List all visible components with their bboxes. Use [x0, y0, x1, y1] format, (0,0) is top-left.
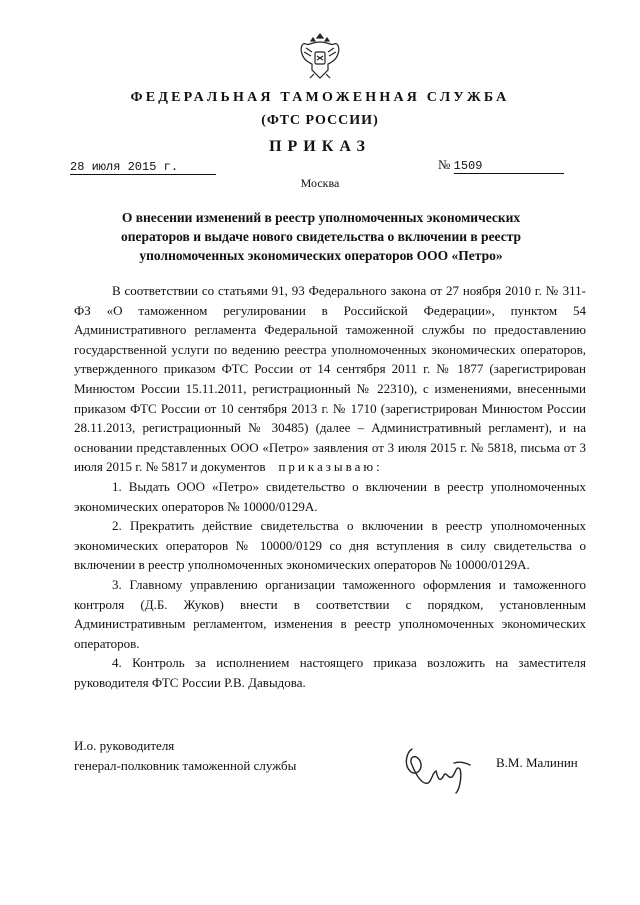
city: Москва: [300, 176, 340, 190]
order-date: 28 июля 2015 г.: [70, 160, 216, 175]
order-item-3: 3. Главному управлению организации таможенного оформления и таможенного контроля (Д.Б. Жуков) внести в соответствии с порядком, установленным Административным регламентом, изменения в реестр уполномоченных экономических операторов.: [74, 576, 586, 651]
document-body: [74, 281, 586, 692]
order-word: приказываю:: [278, 459, 383, 475]
order-item-2: 2. Прекратить действие свидетельства о включении в реестр уполномоченных экономических операторов № 10000/0129 со дня вступления в силу свидетельства о включении в реестр уполномоченных экономических операторов № 10000/0129А.: [74, 518, 586, 573]
order-number: 1509: [454, 159, 564, 174]
organization-abbreviation: (ФТС РОССИИ): [261, 113, 379, 128]
order-item-1: 1. Выдать ООО «Петро» свидетельство о включении в реестр уполномоченных экономических операторов № 10000/0129А.: [74, 478, 586, 514]
coat-of-arms-icon: [298, 30, 342, 82]
preamble-text: В соответствии со статьями 91, 93 Федерального закона от 27 ноября 2010 г. № 311-ФЗ «О таможенном регулировании в Российской Федерации», пунктом 54 Административного регламента Федеральной таможенной службы по предоставлению государственной услуги по ведению реестра уполномоченных экономических операторов, утвержденного приказом ФТС России от 14 сентября 2011 г. № 1877 (зарегистрирован Минюстом России 15.11.2011, регистрационный № 22310), с изменениями, внесенными приказом ФТС России от 10 сентября 2013 г. № 1710 (зарегистрирован Минюстом России 28.11.2013, регистрационный № 30485) (далее – Административный регламент), и на основании представленных ООО «Петро» заявления от 3 июля 2015 г. № 5818, письма от 3 июля 2015 г. № 5817 и документов: [74, 283, 586, 475]
signatory-position-line-2: генерал-полковник таможенной службы: [74, 757, 297, 773]
document-title: О внесении изменений в реестр уполномоченных экономических операторов и выдаче нового свидетельства о включении в реестр уполномоченных экономических операторов ООО «Петро»: [120, 210, 522, 263]
organization-name: ФЕДЕРАЛЬНАЯ ТАМОЖЕННАЯ СЛУЖБА: [130, 90, 510, 105]
handwritten-signature: [398, 735, 478, 799]
preamble-paragraph: [74, 281, 586, 477]
order-item-4: 4. Контроль за исполнением настоящего приказа возложить на заместителя руководителя ФТС России Р.В. Давыдова.: [74, 655, 586, 690]
document-type: ПРИКАЗ: [269, 138, 371, 155]
signatory-position: [74, 736, 296, 775]
order-number-field: [438, 157, 584, 174]
number-sign: №: [438, 157, 451, 172]
signatory-position-line-1: И.о. руководителя: [74, 738, 175, 753]
signatory-name: В.М. Малинин: [496, 755, 578, 770]
